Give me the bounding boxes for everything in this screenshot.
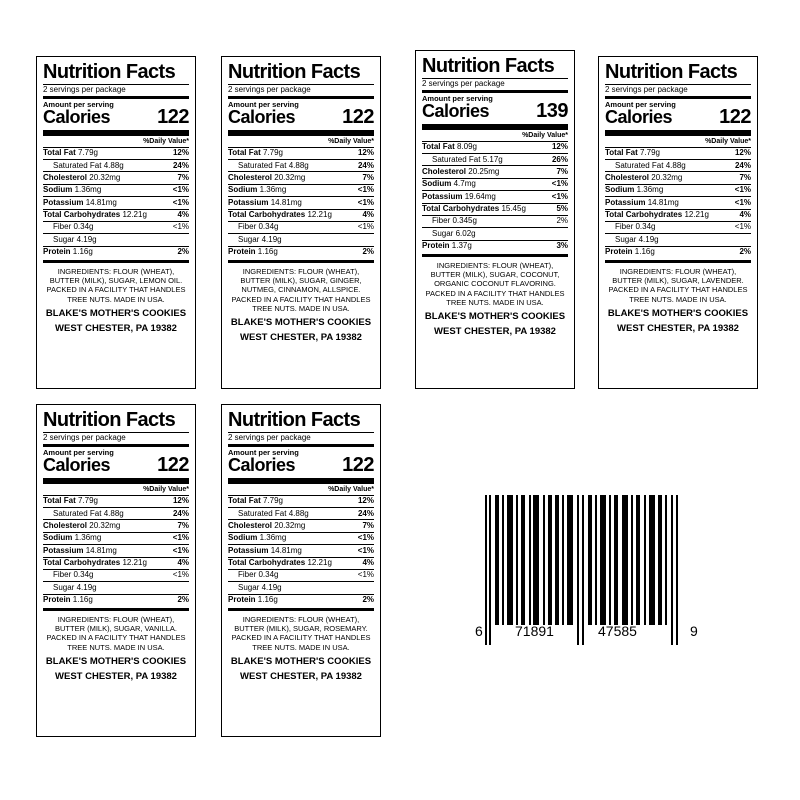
nutrient-row: Total Carbohydrates 12.21g 4%	[605, 210, 751, 220]
panel-title: Nutrition Facts	[43, 409, 176, 431]
calories-label: Calories	[228, 455, 296, 476]
ingredients-text: INGREDIENTS: FLOUR (WHEAT), BUTTER (MILK), SUGAR, VANILLA. PACKED IN A FACILITY THAT HANDLES TREE NUTS. MADE IN USA.	[46, 615, 186, 652]
brand-address: WEST CHESTER, PA 19382	[617, 323, 739, 335]
panel-title: Nutrition Facts	[43, 61, 176, 83]
nutrient-row: Cholesterol 20.25mg 7%	[422, 166, 568, 176]
nutrient-row: Sodium 1.36mg <1%	[43, 533, 189, 543]
nutrient-row: Fiber 0.34g <1%	[228, 569, 374, 581]
brand-name: BLAKE'S MOTHER'S COOKIES	[607, 307, 749, 319]
brand-address: WEST CHESTER, PA 19382	[240, 671, 362, 683]
servings-per-package: 2 servings per package	[605, 85, 688, 94]
servings-per-package: 2 servings per package	[43, 85, 126, 94]
nutrition-facts-panel	[36, 404, 196, 737]
barcode-right-digit: 9	[690, 623, 698, 639]
barcode-group-1: 71891	[515, 623, 554, 639]
nutrition-facts-panel	[598, 56, 758, 389]
nutrient-row: Total Fat 8.09g 12%	[422, 142, 568, 152]
nutrient-row: Protein 1.37g 3%	[422, 241, 568, 251]
nutrient-row: Fiber 0.34g <1%	[43, 221, 189, 233]
calories-value: 122	[342, 106, 374, 129]
nutrient-row: Protein 1.16g 2%	[228, 247, 374, 257]
nutrient-row: Total Carbohydrates 12.21g 4%	[228, 210, 374, 220]
amount-per-serving-label: Amount per serving	[422, 94, 493, 104]
nutrient-row: Sugar 4.19g	[43, 581, 189, 593]
brand-name: BLAKE'S MOTHER'S COOKIES	[45, 307, 187, 319]
nutrient-row: Sugar 4.19g	[605, 233, 751, 245]
daily-value-header: %Daily Value*	[143, 486, 189, 494]
brand-address: WEST CHESTER, PA 19382	[240, 332, 362, 344]
calories-value: 139	[536, 100, 568, 123]
nutrient-row: Fiber 0.34g <1%	[43, 569, 189, 581]
nutrient-row: Total Fat 7.79g 12%	[228, 496, 374, 506]
nutrient-row: Potassium 14.81mg <1%	[228, 545, 374, 555]
nutrient-row: Cholesterol 20.32mg 7%	[605, 172, 751, 182]
nutrient-row: Sodium 1.36mg <1%	[228, 533, 374, 543]
nutrient-row: Cholesterol 20.32mg 7%	[228, 172, 374, 182]
nutrient-row: Sodium 4.7mg <1%	[422, 179, 568, 189]
calories-value: 122	[157, 106, 189, 129]
nutrient-row: Sodium 1.36mg <1%	[228, 185, 374, 195]
panel-title: Nutrition Facts	[605, 61, 738, 83]
nutrition-facts-panel	[36, 56, 196, 389]
nutrient-row: Potassium 14.81mg <1%	[605, 197, 751, 207]
nutrition-facts-panel	[415, 50, 575, 389]
nutrient-row: Saturated Fat 4.88g 24%	[228, 507, 374, 519]
nutrient-row: Sodium 1.36mg <1%	[605, 185, 751, 195]
barcode-group-2: 47585	[598, 623, 637, 639]
nutrient-row: Protein 1.16g 2%	[605, 247, 751, 257]
brand-name: BLAKE'S MOTHER'S COOKIES	[230, 655, 372, 667]
ingredients-text: INGREDIENTS: FLOUR (WHEAT), BUTTER (MILK), SUGAR, LAVENDER. PACKED IN A FACILITY THAT HANDLES TREE NUTS. MADE IN USA.	[608, 267, 748, 304]
servings-per-package: 2 servings per package	[43, 433, 126, 442]
nutrient-row: Saturated Fat 4.88g 24%	[228, 159, 374, 171]
nutrient-row: Cholesterol 20.32mg 7%	[228, 520, 374, 530]
nutrient-row: Cholesterol 20.32mg 7%	[43, 520, 189, 530]
calories-label: Calories	[228, 107, 296, 128]
nutrition-facts-panel	[221, 56, 381, 389]
nutrient-row: Saturated Fat 5.17g 26%	[422, 153, 568, 165]
nutrient-row: Sugar 4.19g	[228, 581, 374, 593]
nutrient-row: Potassium 14.81mg <1%	[228, 197, 374, 207]
nutrition-facts-panel	[221, 404, 381, 737]
nutrient-row: Potassium 14.81mg <1%	[43, 545, 189, 555]
nutrient-row: Protein 1.16g 2%	[228, 595, 374, 605]
amount-per-serving-label: Amount per serving	[228, 100, 299, 110]
ingredients-text: INGREDIENTS: FLOUR (WHEAT), BUTTER (MILK), SUGAR, COCONUT, ORGANIC COCONUT FLAVORING. PACKED IN A FACILITY THAT HANDLES TREE NUTS. MADE IN USA.	[425, 261, 565, 307]
daily-value-header: %Daily Value*	[705, 138, 751, 146]
nutrient-row: Sugar 4.19g	[228, 233, 374, 245]
nutrient-row: Total Carbohydrates 12.21g 4%	[43, 558, 189, 568]
servings-per-package: 2 servings per package	[228, 85, 311, 94]
daily-value-header: %Daily Value*	[522, 132, 568, 140]
nutrient-row: Saturated Fat 4.88g 24%	[43, 507, 189, 519]
calories-label: Calories	[43, 107, 111, 128]
calories-label: Calories	[43, 455, 111, 476]
panel-title: Nutrition Facts	[422, 55, 555, 77]
daily-value-header: %Daily Value*	[328, 486, 374, 494]
nutrient-row: Cholesterol 20.32mg 7%	[43, 172, 189, 182]
nutrient-row: Protein 1.16g 2%	[43, 595, 189, 605]
nutrient-row: Saturated Fat 4.88g 24%	[43, 159, 189, 171]
nutrient-row: Saturated Fat 4.88g 24%	[605, 159, 751, 171]
calories-value: 122	[719, 106, 751, 129]
ingredients-text: INGREDIENTS: FLOUR (WHEAT), BUTTER (MILK), SUGAR, GINGER, NUTMEG, CINNAMON, ALLSPICE. PACKED IN A FACILITY THAT HANDLES TREE NUTS. MADE IN USA.	[231, 267, 371, 313]
daily-value-header: %Daily Value*	[143, 138, 189, 146]
daily-value-header: %Daily Value*	[328, 138, 374, 146]
ingredients-text: INGREDIENTS: FLOUR (WHEAT), BUTTER (MILK), SUGAR, ROSEMARY. PACKED IN A FACILITY THAT HANDLES TREE NUTS. MADE IN USA.	[231, 615, 371, 652]
nutrient-row: Total Carbohydrates 12.21g 4%	[228, 558, 374, 568]
nutrient-row: Sugar 6.02g	[422, 227, 568, 239]
brand-name: BLAKE'S MOTHER'S COOKIES	[424, 310, 566, 322]
servings-per-package: 2 servings per package	[422, 79, 505, 88]
nutrient-row: Total Fat 7.79g 12%	[228, 148, 374, 158]
calories-value: 122	[157, 454, 189, 477]
calories-label: Calories	[605, 107, 673, 128]
barcode-left-digit: 6	[475, 623, 483, 639]
amount-per-serving-label: Amount per serving	[605, 100, 676, 110]
servings-per-package: 2 servings per package	[228, 433, 311, 442]
brand-address: WEST CHESTER, PA 19382	[55, 323, 177, 335]
nutrient-row: Sodium 1.36mg <1%	[43, 185, 189, 195]
brand-name: BLAKE'S MOTHER'S COOKIES	[230, 316, 372, 328]
nutrient-row: Total Carbohydrates 15.45g 5%	[422, 204, 568, 214]
nutrient-row: Protein 1.16g 2%	[43, 247, 189, 257]
brand-address: WEST CHESTER, PA 19382	[55, 671, 177, 683]
nutrient-row: Fiber 0.34g <1%	[605, 221, 751, 233]
barcode	[475, 495, 705, 665]
amount-per-serving-label: Amount per serving	[43, 100, 114, 110]
nutrient-row: Total Fat 7.79g 12%	[43, 148, 189, 158]
barcode-digits	[475, 623, 705, 643]
amount-per-serving-label: Amount per serving	[43, 448, 114, 458]
amount-per-serving-label: Amount per serving	[228, 448, 299, 458]
nutrient-row: Total Fat 7.79g 12%	[605, 148, 751, 158]
nutrient-row: Total Fat 7.79g 12%	[43, 496, 189, 506]
nutrient-row: Fiber 0.345g 2%	[422, 215, 568, 227]
panel-title: Nutrition Facts	[228, 409, 361, 431]
calories-label: Calories	[422, 101, 490, 122]
brand-name: BLAKE'S MOTHER'S COOKIES	[45, 655, 187, 667]
calories-value: 122	[342, 454, 374, 477]
ingredients-text: INGREDIENTS: FLOUR (WHEAT), BUTTER (MILK), SUGAR, LEMON OIL. PACKED IN A FACILITY THAT HANDLES TREE NUTS. MADE IN USA.	[46, 267, 186, 304]
barcode-bars	[475, 495, 705, 625]
nutrient-row: Potassium 19.64mg <1%	[422, 191, 568, 201]
nutrient-row: Potassium 14.81mg <1%	[43, 197, 189, 207]
brand-address: WEST CHESTER, PA 19382	[434, 326, 556, 338]
nutrient-row: Sugar 4.19g	[43, 233, 189, 245]
panel-title: Nutrition Facts	[228, 61, 361, 83]
nutrient-row: Fiber 0.34g <1%	[228, 221, 374, 233]
nutrient-row: Total Carbohydrates 12.21g 4%	[43, 210, 189, 220]
